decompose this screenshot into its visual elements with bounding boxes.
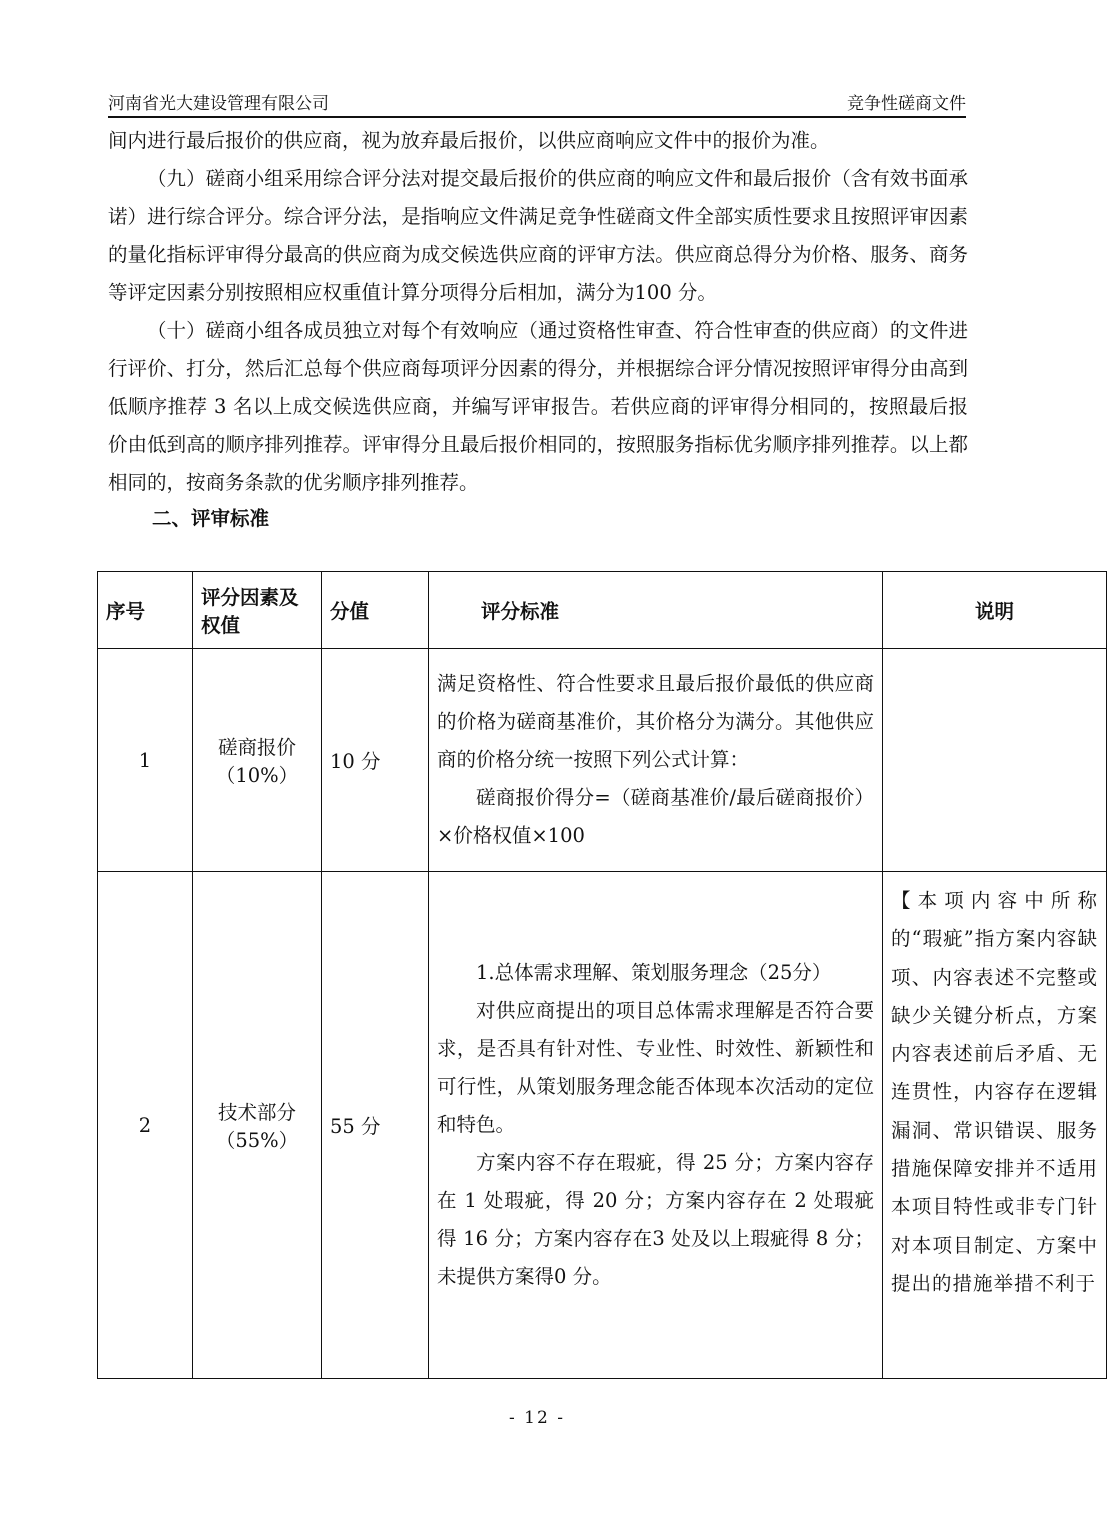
row-score: 55 分: [322, 872, 429, 1379]
factor-weight: （10%）: [215, 764, 299, 787]
row-criteria: [429, 872, 883, 1379]
criteria-heading: 1.总体需求理解、策划服务理念（25分）: [476, 961, 832, 984]
header-criteria: 评分标准: [429, 572, 883, 649]
criteria-description: 对供应商提出的项目总体需求理解是否符合要求，是否具有针对性、专业性、时效性、新颖性和可行性，从策划服务理念能否体现本次活动的定位和特色。: [437, 999, 874, 1136]
document-body: [108, 122, 968, 536]
section-title: 二、评审标准: [152, 507, 270, 530]
table-row: [98, 872, 1107, 1379]
paragraph-continuation: 间内进行最后报价的供应商，视为放弃最后报价，以供应商响应文件中的报价为准。: [108, 129, 830, 152]
table-row: [98, 649, 1107, 872]
page-number: - 12 -: [509, 1408, 565, 1428]
criteria-scoring: 方案内容不存在瑕疵，得 25 分；方案内容存在 1 处瑕疵，得 20 分；方案内容存在 2 处瑕疵得 16 分；方案内容存在3 处及以上瑕疵得 8 分；未提供方案得0 分。: [437, 1151, 874, 1288]
factor-name: 技术部分: [217, 1101, 296, 1124]
page-header: [108, 86, 966, 118]
paragraph-9: （九）磋商小组采用综合评分法对提交最后报价的供应商的响应文件和最后报价（含有效书面承诺）进行综合评分。综合评分法，是指响应文件满足竞争性磋商文件全部实质性要求且按照评审因素的量化指标评审得分最高的供应商为成交候选供应商的评审方法。供应商总得分为价格、服务、商务等评定因素分别按照相应权重值计算分项得分后相加，满分为100 分。: [108, 167, 968, 304]
criteria-formula: 磋商报价得分=（磋商基准价/最后磋商报价）×价格权值×100: [437, 786, 874, 847]
row-factor: [193, 649, 322, 872]
header-note: 说明: [883, 572, 1107, 649]
paragraph-10: （十）磋商小组各成员独立对每个有效响应（通过资格性审查、符合性审查的供应商）的文件进行评价、打分，然后汇总每个供应商每项评分因素的得分，并根据综合评分情况按照评审得分由高到低顺序推荐 3 名以上成交候选供应商，并编写评审报告。若供应商的评审得分相同的，按照最后报价由低到高的顺序排列推荐。评审得分且最后报价相同的，按照服务指标优劣顺序排列推荐。以上都相同的，按商务条款的优劣顺序排列推荐。: [108, 319, 968, 494]
header-company: 河南省光大建设管理有限公司: [108, 94, 329, 114]
scoring-table: [97, 571, 1107, 1379]
header-score: 分值: [322, 572, 429, 649]
row-factor: [193, 872, 322, 1379]
factor-weight: （55%）: [215, 1129, 299, 1152]
criteria-text: 满足资格性、符合性要求且最后报价最低的供应商的价格为磋商基准价，其价格分为满分。其他供应商的价格分统一按照下列公式计算：: [437, 672, 874, 771]
row-seq: 1: [98, 649, 193, 872]
row-note: 【本项内容中所称的“瑕疵”指方案内容缺项、内容表述不完整或缺少关键分析点，方案内容表述前后矛盾、无连贯性，内容存在逻辑漏洞、常识错误、服务措施保障安排并不适用本项目特性或非专门针对本项目制定、方案中提出的措施举措不利于: [883, 872, 1107, 1379]
row-criteria: [429, 649, 883, 872]
header-seq: 序号: [98, 572, 193, 649]
header-factor: 评分因素及权值: [193, 572, 322, 649]
factor-name: 磋商报价: [217, 736, 296, 759]
row-score: 10 分: [322, 649, 429, 872]
header-doc-type: 竞争性磋商文件: [847, 94, 966, 114]
row-note: [883, 649, 1107, 872]
row-seq: 2: [98, 872, 193, 1379]
table-header-row: [98, 572, 1107, 649]
